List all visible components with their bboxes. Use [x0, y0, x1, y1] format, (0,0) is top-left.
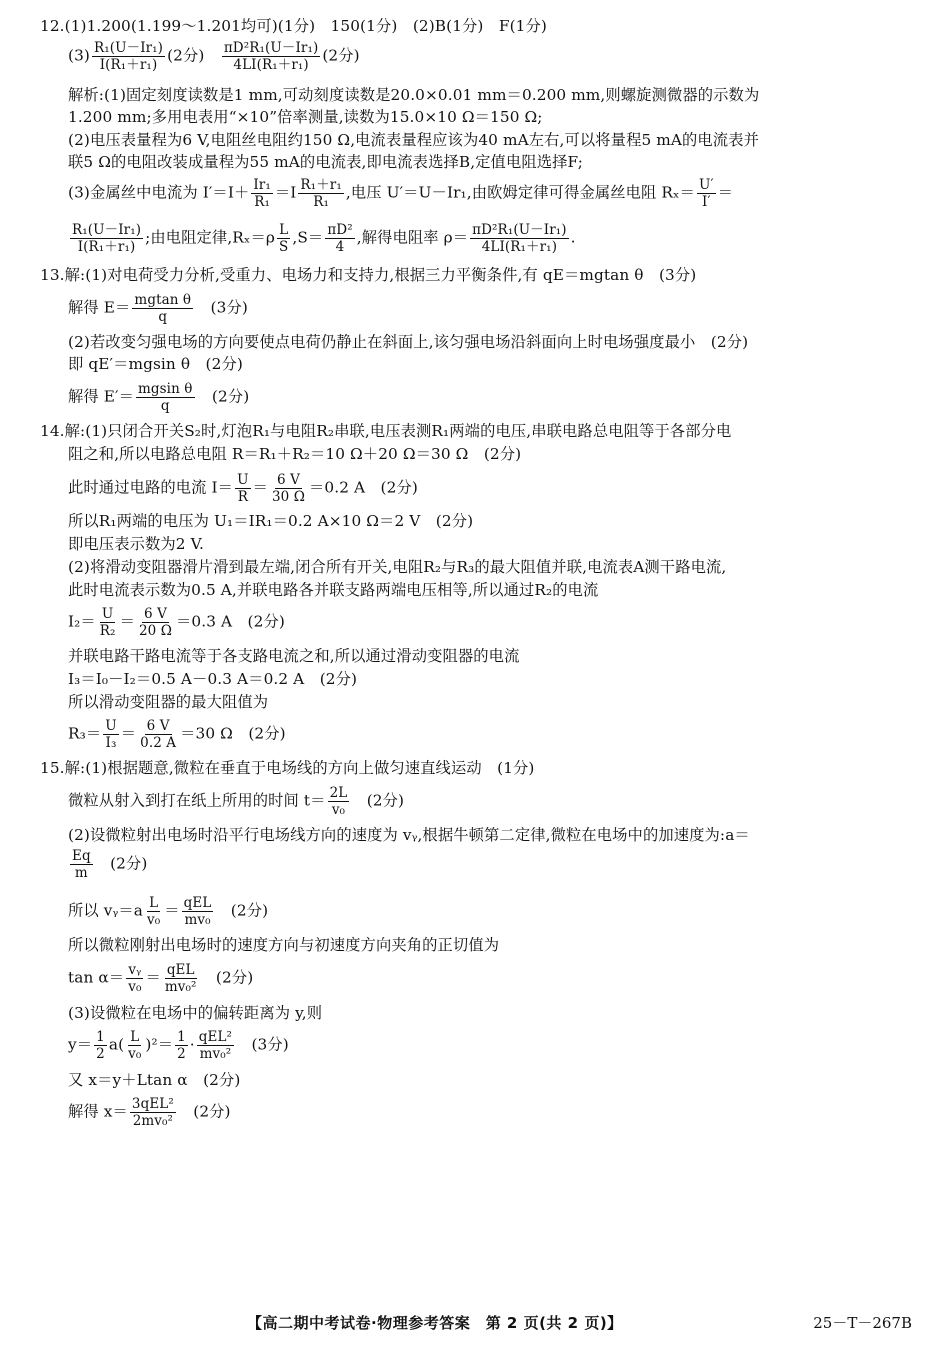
footer-title: 【高二期中考试卷·物理参考答案 第 2 页(共 2 页)】 — [247, 1314, 623, 1332]
q15-line-1: 15.解:(1)根据题意,微粒在垂直于电场线的方向上做匀速直线运动 (1分) — [40, 759, 535, 777]
fraction: $\frac{\text{R₁＋r₁}}{\text{R₁}}$ — [300, 177, 342, 210]
q13-line-3: (2)若改变匀强电场的方向要使点电荷仍静止在斜面上,该匀强电场沿斜面向上时电场强度最小 (2分) — [68, 333, 749, 351]
q15-line-5: 所以 vᵧ＝a $\frac{L}{\text{v₀}}$ ＝ qEL mv₀ (2分) — [68, 895, 269, 928]
fraction: $\frac{Eq}{m}$ — [72, 848, 91, 881]
q14-line-8: I₂＝ $\frac{U}{\text{R₂}}$ ＝ $\frac{6 V}{20 \Omega}$ ＝0.3 A (2分) — [68, 606, 285, 639]
document-code: 25－T－267B — [813, 1314, 912, 1332]
fraction: $\frac{6 V}{0.2 A}$ — [140, 718, 177, 751]
fraction: qEL mv₀² — [164, 962, 197, 995]
fraction: $\frac{U}{\text{R₂}}$ — [99, 606, 116, 639]
fraction: $\frac{\text{πD²R₁(U－Ir₁)}}{\text{4LI(R₁＋r₁)}}$ — [472, 222, 567, 255]
q15-line-4: $\frac{Eq}{m}$ (2分) — [72, 848, 148, 881]
fraction: $\frac{\text{mgtan θ}}{q}$ — [134, 292, 192, 325]
q14-line-5: 即电压表示数为2 V. — [68, 535, 205, 553]
fraction: $\frac{6 V}{20 \Omega}$ — [138, 606, 173, 639]
q14-line-2: 阻之和,所以电路总电阻 R＝R₁＋R₂＝10 Ω＋20 Ω＝30 Ω (2分) — [68, 445, 522, 463]
fraction: $\frac{U}{R}$ — [237, 472, 249, 505]
q12-line-4: 1.200 mm;多用电表用“×10”倍率测量,读数为15.0×10 Ω＝150 Ω; — [68, 108, 543, 126]
fraction: $\frac{L}{\text{v₀}}$ — [146, 895, 161, 928]
fraction: $\frac{L}{\text{v₀}}$ — [128, 1029, 142, 1062]
q13-line-1: 13.解:(1)对电荷受力分析,受重力、电场力和支持力,根据三力平衡条件,有 qE＝mgtan θ (3分) — [40, 266, 697, 284]
q14-line-7: 此时电流表示数为0.5 A,并联电路各并联支路两端电压相等,所以通过R₂的电流 — [68, 581, 599, 599]
q12-line-1: 12.(1)1.200(1.199～1.201均可)(1分) 150(1分) (2)B(1分) F(1分) — [40, 17, 547, 35]
q12-line-3: 解析:(1)固定刻度读数是1 mm,可动刻度读数是20.0×0.01 mm＝0.200 mm,则螺旋测微器的示数为 — [68, 86, 760, 104]
q15-line-6: 所以微粒刚射出电场时的速度方向与初速度方向夹角的正切值为 — [68, 936, 500, 954]
q12-line-7: (3)金属丝中电流为 I′＝I＋ $\frac{\text{Ir₁}}{\text{R₁}}$ ＝I $\frac{\text{R₁＋r₁}}{\text{R₁}}$ ,电压 U′＝U－Ir₁,由欧姆定律可得金属丝电阻 Rₓ＝ $\frac{U'}{I'}$ ＝ — [68, 177, 734, 210]
q15-line-10: 又 x＝y＋Ltan α (2分) — [68, 1071, 241, 1089]
q12-line-5: (2)电压表量程为6 V,电阻丝电阻约150 Ω,电流表量程应该为40 mA左右,可以将量程5 mA的电流表并 — [68, 131, 759, 149]
fraction: qEL² mv₀² — [198, 1029, 233, 1062]
q14-line-3: 此时通过电路的电流 I＝ $\frac{U}{R}$ ＝ $\frac{6 V}{30 \Omega}$ ＝0.2 A (2分) — [68, 472, 418, 505]
q14-line-11: 所以滑动变阻器的最大阻值为 — [68, 693, 269, 711]
fraction: $\frac{1}{2}$ — [96, 1029, 105, 1062]
fraction: $\frac{6 V}{30 \Omega}$ — [271, 472, 306, 505]
fraction: $\frac{U'}{I'}$ — [699, 177, 714, 210]
q12-line-2: (3) $\frac{\text{R₁(U－Ir₁)}}{\text{I(R₁＋r₁)}}$ (2分) $\frac{\text{πD²R₁(U－Ir₁)}}{\text{4LI(R₁＋r₁)}}$ (2分) — [68, 40, 360, 73]
fraction: $\frac{\text{vᵧ}}{\text{v₀}}$ — [128, 962, 142, 995]
q14-line-10: I₃＝I₀－I₂＝0.5 A－0.3 A＝0.2 A (2分) — [68, 670, 358, 688]
fraction: $\frac{\text{πD²R₁(U－Ir₁)}}{\text{4LI(R₁＋r₁)}}$ — [223, 40, 319, 73]
q14-line-6: (2)将滑动变阻器滑片滑到最左端,闭合所有开关,电阻R₂与R₃的最大阻值并联,电流表A测干路电流, — [68, 558, 727, 576]
fraction: $\frac{\text{πD²}}{4}$ — [327, 222, 353, 255]
fraction: $\frac{\text{Ir₁}}{\text{R₁}}$ — [253, 177, 271, 210]
q14-line-4: 所以R₁两端的电压为 U₁＝IR₁＝0.2 A×10 Ω＝2 V (2分) — [68, 512, 474, 530]
q15-line-3: (2)设微粒射出电场时沿平行电场线方向的速度为 vᵧ,根据牛顿第二定律,微粒在电场中的加速度为:a＝ — [68, 826, 750, 844]
q15-line-9: y＝ $\frac{1}{2}$ a( $\frac{L}{\text{v₀}}$ )²＝ $\frac{1}{2}$ · qEL² mv₀² (3分) — [68, 1029, 289, 1062]
q15-line-11: 解得 x＝ 3qEL² 2mv₀² (2分) — [68, 1096, 231, 1129]
q15-line-8: (3)设微粒在电场中的偏转距离为 y,则 — [68, 1004, 323, 1022]
fraction: $\frac{1}{2}$ — [177, 1029, 186, 1062]
fraction: 3qEL² 2mv₀² — [131, 1096, 174, 1129]
q12-line-8: $\frac{\text{R₁(U－Ir₁)}}{\text{I(R₁＋r₁)}}$ ;由电阻定律,Rₓ＝ρ $\frac{L}{S}$ ,S＝ $\frac{\text{πD²}}{4}$ ,解得电阻率 ρ＝ $\frac{\text{πD²R₁(U－Ir₁)}}{\text{4LI(R₁＋r₁)}}$ . — [72, 222, 576, 255]
fraction: $\frac{\text{R₁(U－Ir₁)}}{\text{I(R₁＋r₁)}}$ — [93, 40, 164, 73]
q13-line-4: 即 qE′＝mgsin θ (2分) — [68, 355, 243, 373]
q14-line-12: R₃＝ $\frac{U}{\text{I₃}}$ ＝ $\frac{6 V}{0.2 A}$ ＝30 Ω (2分) — [68, 718, 286, 751]
q13-line-5: 解得 E′＝ $\frac{\text{mgsin θ}}{q}$ (2分) — [68, 381, 250, 414]
q14-line-9: 并联电路干路电流等于各支路电流之和,所以通过滑动变阻器的电流 — [68, 647, 520, 665]
fraction: $\frac{L}{S}$ — [279, 222, 289, 255]
q14-line-1: 14.解:(1)只闭合开关S₂时,灯泡R₁与电阻R₂串联,电压表测R₁两端的电压,串联电路总电阻等于各部分电 — [40, 422, 732, 440]
q13-line-2: 解得 E＝ $\frac{\text{mgtan θ}}{q}$ (3分) — [68, 292, 248, 325]
q15-line-7: tan α＝ $\frac{\text{vᵧ}}{\text{v₀}}$ ＝ qEL mv₀² (2分) — [68, 962, 254, 995]
q15-line-2: 微粒从射入到打在纸上所用的时间 t＝ $\frac{2L}{\text{v₀}}$ (2分) — [68, 785, 405, 818]
q12-line-6: 联5 Ω的电阻改装成量程为55 mA的电流表,即电流表选择B,定值电阻选择F; — [68, 153, 583, 171]
fraction: $\frac{U}{\text{I₃}}$ — [105, 718, 117, 751]
fraction: $\frac{\text{mgsin θ}}{q}$ — [138, 381, 193, 414]
fraction: $\frac{\text{R₁(U－Ir₁)}}{\text{I(R₁＋r₁)}}$ — [72, 222, 142, 255]
fraction: qEL mv₀ — [183, 895, 212, 928]
fraction: $\frac{2L}{\text{v₀}}$ — [329, 785, 348, 818]
